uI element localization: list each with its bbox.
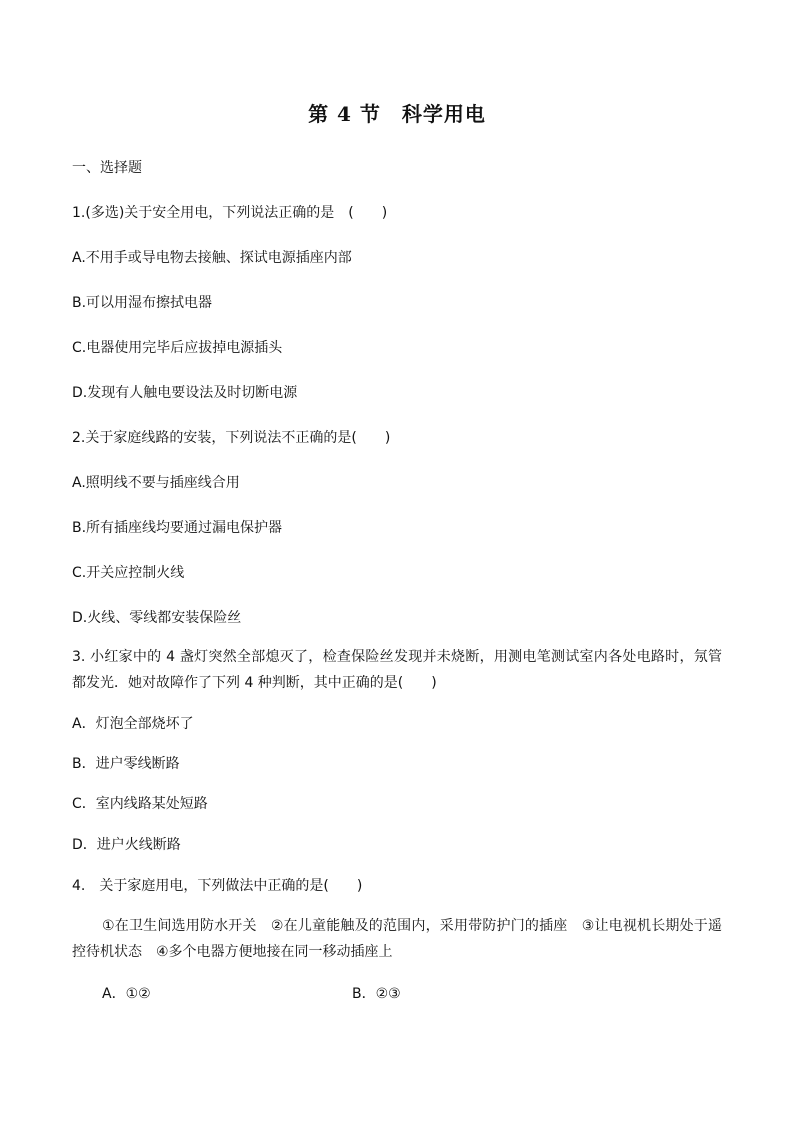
question-4-option-a: A．①②	[102, 986, 151, 1002]
question-2-option-c: C.开关应控制火线	[72, 565, 185, 581]
question-2-option-d: D.火线、零线都安装保险丝	[72, 610, 242, 626]
question-4-option-b: B．②③	[352, 986, 401, 1002]
question-1-stem: 1.(多选)关于安全用电，下列说法正确的是 ( )	[72, 205, 388, 221]
question-1-option-a: A.不用手或导电物去接触、探试电源插座内部	[72, 250, 352, 266]
question-4-statements: ①在卫生间选用防水开关 ②在儿童能触及的范围内，采用带防护门的插座 ③让电视机长期处于遥控待机状态 ④多个电器方便地接在同一移动插座上	[72, 918, 722, 960]
question-3-option-d: D．进户火线断路	[72, 837, 181, 853]
question-3-option-a: A．灯泡全部烧坏了	[72, 716, 194, 732]
question-3-option-c: C．室内线路某处短路	[72, 796, 208, 812]
question-4-stem: 4. 关于家庭用电，下列做法中正确的是( )	[72, 878, 363, 894]
question-1-option-d: D.发现有人触电要设法及时切断电源	[72, 385, 298, 401]
page-title: 第 4 节 科学用电	[308, 102, 486, 126]
section-heading: 一、选择题	[72, 160, 142, 176]
question-3-stem: 3. 小红家中的 4 盏灯突然全部熄灭了，检查保险丝发现并未烧断，用测电笔测试室内各处电路时，氖管都发光．她对故障作了下列 4 种判断，其中正确的是( )	[72, 649, 722, 691]
question-2-option-a: A.照明线不要与插座线合用	[72, 475, 240, 491]
question-1-option-b: B.可以用湿布擦拭电器	[72, 295, 213, 311]
question-1-option-c: C.电器使用完毕后应拔掉电源插头	[72, 340, 283, 356]
question-3-option-b: B．进户零线断路	[72, 756, 180, 772]
question-2-option-b: B.所有插座线均要通过漏电保护器	[72, 520, 283, 536]
question-2-stem: 2.关于家庭线路的安装，下列说法不正确的是( )	[72, 430, 391, 446]
